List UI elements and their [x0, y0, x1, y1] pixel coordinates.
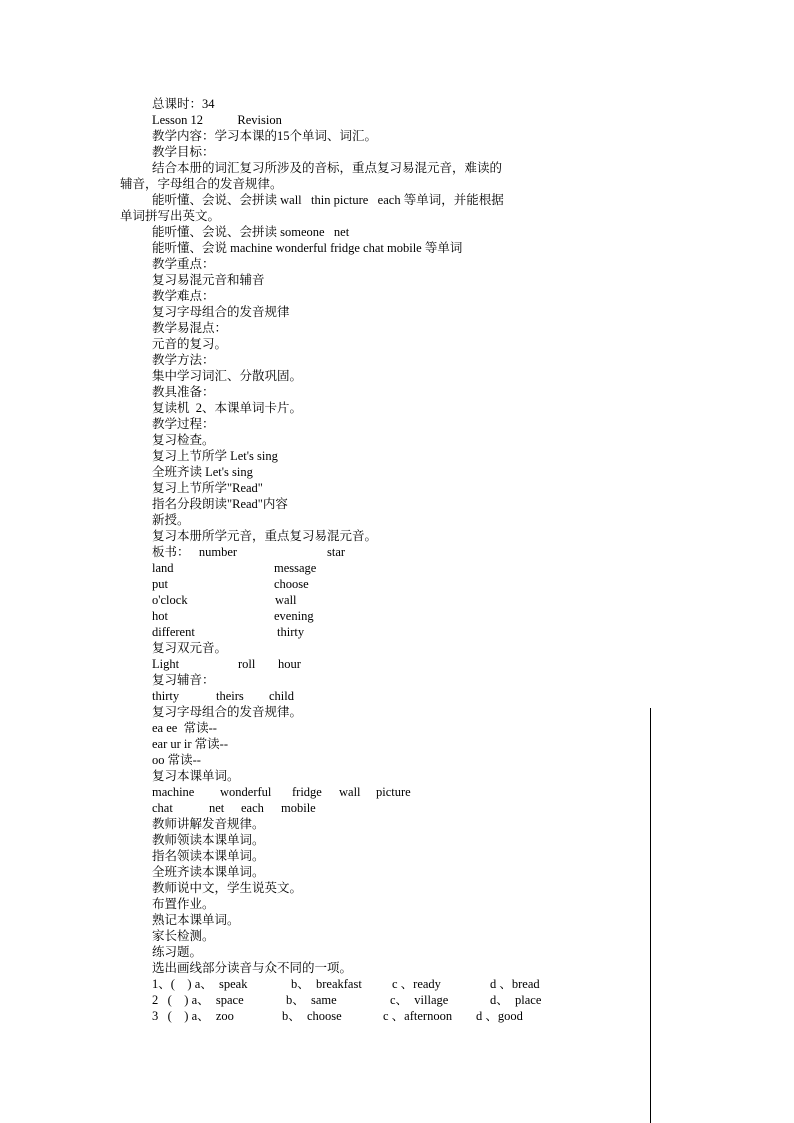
teaching-step: 教师讲解发音规律。 [152, 817, 265, 831]
prep-heading: 教具准备： [152, 385, 215, 399]
process-step: 复习上节所学"Read" [152, 481, 263, 495]
total-hours: 总课时：34 [152, 97, 215, 111]
vowel-word: hot [152, 609, 168, 623]
goal-1b: 辅音，字母组合的发音规律。 [120, 177, 283, 191]
confusion-heading: 教学易混点： [152, 321, 228, 335]
vowel-row [120, 624, 560, 640]
lesson-word: mobile [281, 801, 316, 815]
vowel-row [120, 592, 560, 608]
lesson-word: chat [152, 801, 173, 815]
word-row [120, 784, 560, 800]
lesson-word: net [209, 801, 225, 815]
exercise-instruction: 选出画线部分读音与众不同的一项。 [152, 961, 353, 975]
process-step: 复习本册所学元音，重点复习易混元音。 [152, 529, 378, 543]
prep: 复读机 2、本课单词卡片。 [152, 401, 303, 415]
consonant-word: child [269, 689, 294, 703]
diphthong-heading: 复习双元音。 [152, 641, 228, 655]
key-heading: 教学重点： [152, 257, 215, 271]
question-option: 1、( ) a、 speak [152, 977, 248, 991]
vowel-row [120, 560, 560, 576]
vowel-word: put [152, 577, 168, 591]
question-option: c 、afternoon [383, 1009, 453, 1023]
goal-2a: 能听懂、会说、会拼读 wall thin picture each 等单词，并能根据 [152, 193, 504, 207]
goal-2b: 单词拼写出英文。 [120, 209, 221, 223]
process-heading: 教学过程： [152, 417, 215, 431]
question-row [120, 976, 560, 992]
confusion: 元音的复习。 [152, 337, 228, 351]
lesson-word: picture [376, 785, 411, 799]
vowel-word: land [152, 561, 174, 575]
lesson-word: machine [152, 785, 195, 799]
teaching-step: 教师领读本课单词。 [152, 833, 265, 847]
vowel-word: message [274, 561, 317, 575]
diphthong-row [120, 656, 560, 672]
question-option: d 、good [476, 1009, 523, 1023]
question-option: b、 same [286, 993, 337, 1007]
vowel-word: evening [274, 609, 314, 623]
goal-3: 能听懂、会说、会拼读 someone net [152, 225, 350, 239]
question-option: 2 ( ) a、 space [152, 993, 244, 1007]
consonant-word: thirty [152, 689, 180, 703]
consonant-row [120, 688, 560, 704]
question-option: c 、ready [392, 977, 441, 991]
vowel-word: different [152, 625, 195, 639]
vowel-word: choose [274, 577, 309, 591]
vowel-word: wall [275, 593, 297, 607]
difficulty-heading: 教学难点： [152, 289, 215, 303]
word-row [120, 800, 560, 816]
lesson-word: each [241, 801, 264, 815]
goals-heading: 教学目标： [152, 145, 215, 159]
lesson-word: wonderful [220, 785, 272, 799]
diphthong-word: roll [238, 657, 256, 671]
key-point: 复习易混元音和辅音 [152, 273, 265, 287]
vowel-word: o'clock [152, 593, 188, 607]
teaching-content: 教学内容：学习本课的15个单词、词汇。 [152, 129, 378, 143]
diphthong-word: Light [152, 657, 180, 671]
exercise-heading: 练习题。 [152, 945, 203, 959]
process-step: 复习检查。 [152, 433, 215, 447]
vowel-row [120, 576, 560, 592]
lesson-word: wall [339, 785, 361, 799]
question-option: d 、bread [490, 977, 540, 991]
method: 集中学习词汇、分散巩固。 [152, 369, 303, 383]
combo-rule: oo 常读-- [152, 753, 201, 767]
lesson-title: Lesson 12 Revision [152, 113, 282, 127]
question-row [120, 1008, 560, 1024]
process-step: 指名分段朗读"Read"内容 [152, 497, 288, 511]
question-option: d、 place [490, 993, 542, 1007]
combo-rule: ea ee 常读-- [152, 721, 217, 735]
lesson-plan [120, 96, 560, 1024]
margin-rule [650, 708, 651, 1123]
process-step: 全班齐读 Let's sing [152, 465, 253, 479]
teaching-step: 指名领读本课单词。 [152, 849, 265, 863]
vowel-word: thirty [277, 625, 305, 639]
homework-item: 熟记本课单词。 [152, 913, 240, 927]
words-heading: 复习本课单词。 [152, 769, 240, 783]
question-row [120, 992, 560, 1008]
goal-1a: 结合本册的词汇复习所涉及的音标，重点复习易混元音，难读的 [152, 161, 503, 175]
board-word: star [327, 545, 346, 559]
difficulty: 复习字母组合的发音规律 [152, 305, 290, 319]
method-heading: 教学方法： [152, 353, 215, 367]
question-option: c、 village [390, 993, 449, 1007]
teaching-step: 全班齐读本课单词。 [152, 865, 265, 879]
homework-item: 家长检测。 [152, 929, 215, 943]
board-row [120, 544, 560, 560]
teaching-step: 教师说中文，学生说英文。 [152, 881, 303, 895]
process-step: 新授。 [152, 513, 190, 527]
consonant-heading: 复习辅音： [152, 673, 215, 687]
consonant-word: theirs [216, 689, 244, 703]
board-label: 板书： number [152, 545, 238, 559]
question-option: 3 ( ) a、 zoo [152, 1009, 234, 1023]
vowel-row [120, 608, 560, 624]
combo-heading: 复习字母组合的发音规律。 [152, 705, 303, 719]
homework-heading: 布置作业。 [152, 897, 215, 911]
combo-rule: ear ur ir 常读-- [152, 737, 229, 751]
question-option: b、 breakfast [291, 977, 362, 991]
diphthong-word: hour [278, 657, 301, 671]
lesson-word: fridge [292, 785, 322, 799]
process-step: 复习上节所学 Let's sing [152, 449, 278, 463]
goal-4: 能听懂、会说 machine wonderful fridge chat mobile 等单词 [152, 241, 463, 255]
question-option: b、 choose [282, 1009, 342, 1023]
